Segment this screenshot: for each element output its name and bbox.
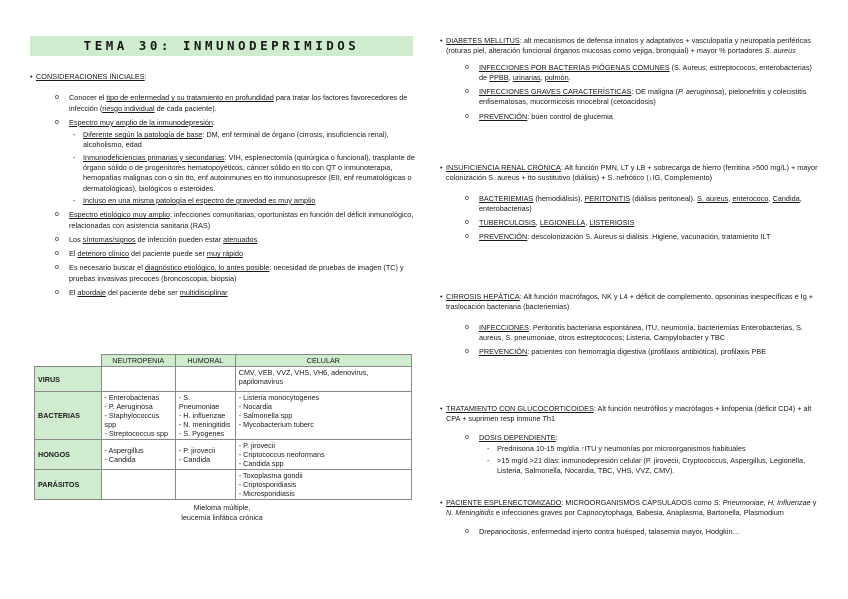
list-item: o TUBERCULOSIS, LEGIONELLA, LISTERIOSIS xyxy=(465,218,818,228)
list-item: o INFECCIONES POR BACTERIAS PIÓGENAS COMUNES (S. Aureus, estreptococos, enterobacterias) de PPBB, urinarias, pulmón. xyxy=(465,63,818,84)
list-item: o Drepanocitosis, enfermedad injerto contra huésped, talasemia mayor, Hodgkin… xyxy=(465,527,818,537)
col-header: CELULAR xyxy=(235,355,411,367)
table-row: BACTERIAS - Enterobacterias - P. Aeruginosa - Staphylococcus spp - Streptococcus spp - S. Pneumoniae - H. influenzae - N. meningitidis - S. Pyogenes - Listeria monocytogenes - Nocardia - Salmonella spp - Mycobacterium tuberc xyxy=(35,392,412,440)
initial-considerations xyxy=(30,72,415,302)
table-row: HONGOS - Aspergillus - Candida - P. jirovecii - Candida - P. jirovecii - Criptococcus neoformans - Candida spp xyxy=(35,440,412,470)
col-header: NEUTROPENIA xyxy=(101,355,175,367)
list-item: o Espectro etiológico muy amplio: infecciones comunitarias, oportunistas en función del déficit inmunológico, relacionadas con asistencia sanitaria (RAS) xyxy=(55,210,415,231)
table-caption: Mieloma múltiple, leucemia linfática crónica xyxy=(181,503,263,522)
list-item: o Conocer el tipo de enfermedad y su tratamiento en profundidad para tratar los factores favorecedores de infección (riesgo individual de cada paciente). xyxy=(55,93,415,114)
renal-section: • INSUFICIENCIA RENAL CRÓNICA: Alt función PMN, LT y LB + sobrecarga de hierro (ferritina >500 mg/L) + mayor colonización S. aureus + tto sustitutivo (diálisis) + S. nefrótico (↓IG, Complemento) o BACTERIEMIAS (hemodiálisis), PERITONITIS (diálisis peritoneal). S. aureus, enterococo, Candida, enterobacterias) o TUBERCULOSIS, LEGIONELLA, LISTERIOSIS o PREVENCIÓN: descolonización S. Aureus si diálisis. Higiene, vacunación, tratamiento ILT xyxy=(440,163,818,247)
sub-item: - Diferente según la patología de base: DM, enf terminal de órgano (cirrosis, insuficiencia renal), alcoholismo, edad xyxy=(73,130,415,151)
list-item: o Es necesario buscar el diagnóstico etiológico, lo antes posible: necesidad de pruebas de imagen (TC) y pruebas invasivas precoces (broncoscopia, biopsia) xyxy=(55,263,415,284)
list-item: o Espectro muy amplio de la inmunodepresión: - Diferente según la patología de base: DM, enf terminal de órgano (cirrosis, insuficiencia renal), alcoholismo, edad - Inmunodeficiencias primarias y secundarias: VIH, esplenectomía (quirúrgica o funcional), trasplante de órgano sólido o de progenitores hematopoyéticos, cáncer sólido en tto con QT o inmunoterapia, hemopatías malignas con o sin tto, enf autoinmunes en tto inmunosupresor (EII, enf reumatológicas o dermatológicas), biológicos o esteroides. - Incluso en una misma patología el espectro de gravedad es muy amplio xyxy=(55,118,415,206)
sub-item: - >15 mg/d >21 días: inmunodepresión celular (P. jirovecii, Cryptococcus, Aspergillus, Legionella, Listeria, Salmonella, Nocardia, TBC, VHS, VVZ, CMV). xyxy=(487,456,818,477)
list-item: o El deterioro clínico del paciente puede ser muy rápido xyxy=(55,249,415,259)
table-row: PARÁSITOS - Toxoplasma gondii - Criptosporidiasis - Microsporidiasis xyxy=(35,470,412,500)
list-item: o BACTERIEMIAS (hemodiálisis), PERITONITIS (diálisis peritoneal). S. aureus, enterococo, Candida, enterobacterias) xyxy=(465,194,818,215)
splenectomy-section: • PACIENTE ESPLENECTOMIZADO: MICROORGANISMOS CAPSULADOS como S. Pneumoniae, H. Influenzae y N. Meningitidis e infecciones graves por Capnocytophaga, Babesia, Anaplasma, Bartonella, Plasmodium o Drepanocitosis, enfermedad injerto contra huésped, talasemia mayor, Hodgkin… xyxy=(440,498,818,541)
list-item: o INFECCIONES: Peritonitis bacteriana espontánea, ITU, neumonía, bacteriemias Enterobacterias, S. aureus, S. pneumoniae, otros estreptococos; Listeria, Campylobacter y TBC xyxy=(465,323,818,344)
list-item: o PREVENCIÓN: pacientes con hemorragia digestiva (profilaxis antibiótica), profilaxis PBE xyxy=(465,347,818,357)
sub-item: - Prednisona 10-15 mg/día ↑ITU y neumonías por microorganismos habituales xyxy=(487,444,818,454)
section-header: • CONSIDERACIONES INICIALES: xyxy=(30,72,415,82)
glucocorticoid-section: • TRATAMIENTO CON GLUCOCORTICOIDES: Alt función neutrófilos y macrófagos + linfopenia (déficit CD4) + alt CPA + suprimen resp inmune Th1 o DOSIS DEPENDIENTE: - Prednisona 10-15 mg/día ↑ITU y neumonías por microorganismos habituales - >15 mg/d >21 días: inmunodepresión celular (P. jirovecii, Cryptococcus, Aspergillus, Legionella, Listeria, Salmonella, Nocardia, TBC, VHS, VVZ, CMV). xyxy=(440,404,818,481)
cirrhosis-section: • CIRROSIS HEPÁTICA: Alt función macrófagos, NK y L4 + déficit de complemento, opsoninas inespecíficas e Ig + traslocación bacteriana (bacteriemias) o INFECCIONES: Peritonitis bacteriana espontánea, ITU, neumonía, bacteriemias Enterobacterias, S. aureus, S. pneumoniae, otros estreptococos; Listeria, Campylobacter y TBC o PREVENCIÓN: pacientes con hemorragia digestiva (profilaxis antibiótica), profilaxis PBE xyxy=(440,292,818,361)
list-item: o INFECCIONES GRAVES CARACTERÍSTICAS: OE maligna (P. aeruginosa), pielonefritis y colecistitis enfisematosas, mucormicosis rinocebral (cetoacidosis) xyxy=(465,87,818,108)
page-title: TEMA 30: INMUNODEPRIMIDOS xyxy=(30,36,413,56)
list-item: o El abordaje del paciente debe ser multidisciplinar xyxy=(55,288,415,298)
list-item: o PREVENCIÓN: buen control de glucemia xyxy=(465,112,818,122)
immunodeficiency-table xyxy=(34,354,412,523)
sub-item: - Incluso en una misma patología el espectro de gravedad es muy amplio xyxy=(73,196,415,206)
list-item: o PREVENCIÓN: descolonización S. Aureus si diálisis. Higiene, vacunación, tratamiento ILT xyxy=(465,232,818,242)
table-row: VIRUS CMV, VEB, VVZ, VHS, VH6, adenovirus, papilomavirus xyxy=(35,367,412,392)
col-header: HUMORAL xyxy=(175,355,235,367)
list-item: o Los síntomas/signos de infección pueden estar atenuados xyxy=(55,235,415,245)
diabetes-section: • DIABETES MELLITUS: alt mecanismos de defensa innatos y adaptativos + vasculopatía y neuropatía periféricas (roturas piel, alteración funcional órganos mucosas como vejiga, bronquial) + mayor % portadores S. aureus o INFECCIONES POR BACTERIAS PIÓGENAS COMUNES (S. Aureus, estreptococos, enterobacterias) de PPBB, urinarias, pulmón. o INFECCIONES GRAVES CARACTERÍSTICAS: OE maligna (P. aeruginosa), pielonefritis y colecistitis enfisematosas, mucormicosis rinocebral (cetoacidosis) o PREVENCIÓN: buen control de glucemia xyxy=(440,36,818,126)
sub-item: - Inmunodeficiencias primarias y secundarias: VIH, esplenectomía (quirúrgica o funcional), trasplante de órgano sólido o de progenitores hematopoyéticos, cáncer sólido en tto con QT o inmunoterapia, hemopatías malignas con o sin tto, enf autoinmunes en tto inmunosupresor (EII, enf reumatológicas o dermatológicas), biológicos o esteroides. xyxy=(73,153,415,194)
list-item: o DOSIS DEPENDIENTE: - Prednisona 10-15 mg/día ↑ITU y neumonías por microorganismos habituales - >15 mg/d >21 días: inmunodepresión celular (P. jirovecii, Cryptococcus, Aspergillus, Legionella, Listeria, Salmonella, Nocardia, TBC, VHS, VVZ, CMV). xyxy=(465,433,818,477)
